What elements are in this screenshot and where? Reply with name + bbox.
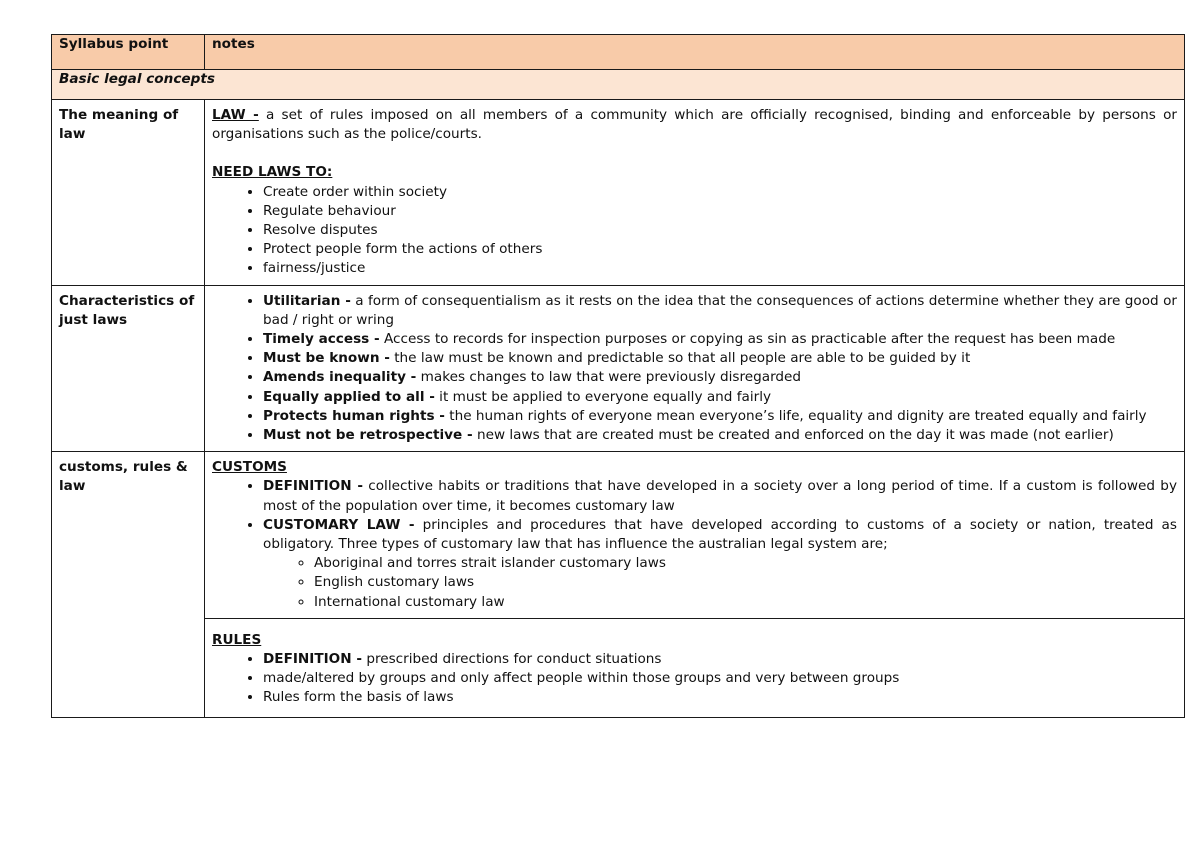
need-laws-heading: NEED LAWS TO: xyxy=(212,164,333,181)
item-term: Amends inequality - xyxy=(263,369,417,386)
list-item xyxy=(263,407,1177,426)
syllabus-notes-table xyxy=(51,34,1185,718)
item-term: Must not be retrospective - xyxy=(263,427,473,444)
row-notes-customs xyxy=(205,452,1185,619)
list-item: • Create order within society xyxy=(263,183,1177,202)
section-title: Basic legal concepts xyxy=(52,70,1185,100)
list-item xyxy=(263,368,1177,387)
table-row-customs xyxy=(52,452,1185,619)
row-label-customs: customs, rules & law xyxy=(52,452,205,717)
rules-list xyxy=(212,650,1177,708)
sub-list-item: ◦ English customary laws xyxy=(314,573,1177,592)
list-item xyxy=(263,349,1177,368)
list-item: • Resolve disputes xyxy=(263,221,1177,240)
table-row-just-laws xyxy=(52,285,1185,452)
list-item xyxy=(263,650,1177,669)
row-label-meaning: The meaning of law xyxy=(52,100,205,286)
list-item xyxy=(263,388,1177,407)
item-text: collective habits or traditions that have developed in a society over a long period of time. If a custom is followed by most of the population over time, it becomes customary law xyxy=(263,478,1177,514)
list-item xyxy=(263,330,1177,349)
item-text: makes changes to law that were previously disregarded xyxy=(416,369,802,386)
item-term: CUSTOMARY LAW - xyxy=(263,516,415,533)
list-item xyxy=(263,516,1177,612)
list-item xyxy=(263,292,1177,330)
sub-list-item: ◦ Aboriginal and torres strait islander customary laws xyxy=(314,554,1177,573)
item-term: DEFINITION - xyxy=(263,478,363,495)
rules-heading: RULES xyxy=(212,631,262,648)
just-laws-list xyxy=(212,292,1177,446)
item-term: Must be known - xyxy=(263,350,390,367)
item-text: principles and procedures that have developed according to customs of a society or nation, treated as obligatory. Three types of customary law that has influence the australian legal system are; xyxy=(263,516,1177,553)
row-notes-just xyxy=(205,285,1185,452)
list-item xyxy=(263,426,1177,445)
table-header-row xyxy=(52,35,1185,70)
law-def-text: a set of rules imposed on all members of a community which are officially recognised, binding and enforceable by persons or organisations such as the police/courts. xyxy=(212,107,1177,143)
item-term: Utilitarian - xyxy=(263,292,351,309)
table-row-meaning-of-law xyxy=(52,100,1185,286)
header-notes: notes xyxy=(205,35,1185,70)
section-row xyxy=(52,70,1185,100)
customs-heading: CUSTOMS xyxy=(212,459,287,476)
item-text: the law must be known and predictable so that all people are able to be guided by it xyxy=(389,350,971,367)
row-notes-rules xyxy=(205,618,1185,717)
item-text: it must be applied to everyone equally and fairly xyxy=(434,388,772,405)
list-item: • Regulate behaviour xyxy=(263,202,1177,221)
item-text: a form of consequentialism as it rests on the idea that the consequences of actions determine whether they are good or bad / right or wring xyxy=(263,292,1177,328)
list-item xyxy=(263,477,1177,515)
row-label-just: Characteristics of just laws xyxy=(52,285,205,452)
list-item: • Rules form the basis of laws xyxy=(263,688,1177,707)
item-term: Protects human rights - xyxy=(263,407,445,424)
law-term: LAW - xyxy=(212,107,259,123)
customs-list xyxy=(212,477,1177,611)
customary-law-types-list xyxy=(263,554,1177,612)
item-text: the human rights of everyone mean everyone’s life, equality and dignity are treated equally and fairly xyxy=(444,407,1147,424)
table-row-rules xyxy=(52,618,1185,717)
item-text: new laws that are created must be created and enforced on the day it was made (not earlier) xyxy=(472,427,1114,444)
header-syllabus-point: Syllabus point xyxy=(52,35,205,70)
list-item: • made/altered by groups and only affect people within those groups and very between groups xyxy=(263,669,1177,688)
need-laws-list xyxy=(212,183,1177,279)
list-item: • Protect people form the actions of others xyxy=(263,240,1177,259)
item-term: DEFINITION - xyxy=(263,651,362,668)
item-text: Access to records for inspection purposes or copying as sin as practicable after the request has been made xyxy=(379,331,1116,348)
sub-list-item: ◦ International customary law xyxy=(314,593,1177,612)
row-notes-meaning xyxy=(205,100,1185,286)
item-term: Timely access - xyxy=(263,331,380,348)
list-item: • fairness/justice xyxy=(263,259,1177,278)
item-term: Equally applied to all - xyxy=(263,388,435,405)
item-text: prescribed directions for conduct situations xyxy=(362,651,662,668)
law-definition xyxy=(212,106,1177,144)
